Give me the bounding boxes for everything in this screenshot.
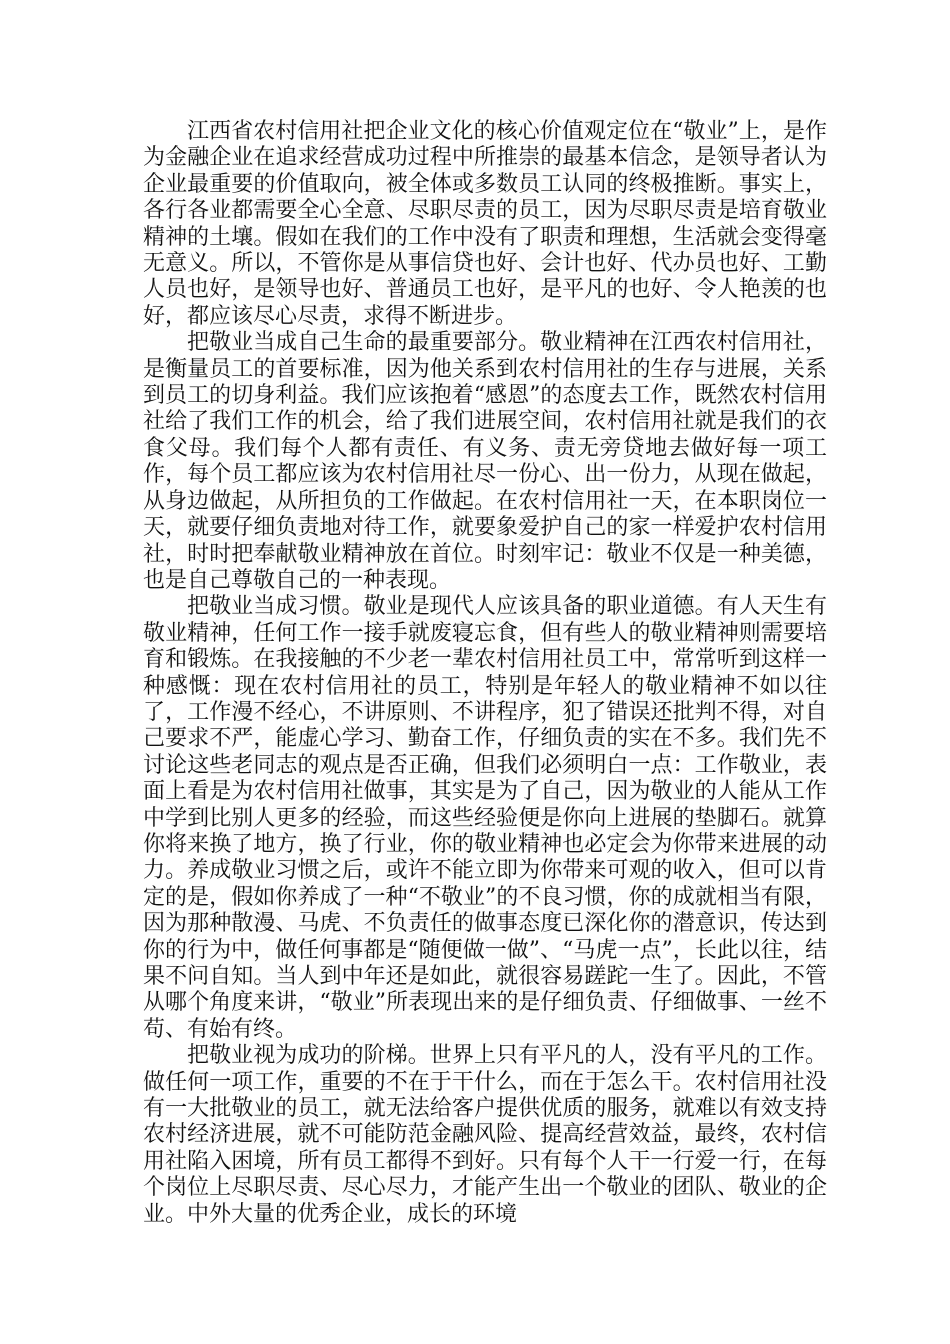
paragraph-success-ladder: 把敬业视为成功的阶梯。世界上只有平凡的人，没有平凡的工作。做任何一项工作，重要的不在于干什么，而在于怎么干。农村信用社没有一大批敬业的员工，就无法给客户提供优质的服务，就难以有效支持农村经济进展，就不可能防范金融风险、提高经营效益，最终，农村信用社陷入困境，所有员工都得不到好。只有每个人干一行爱一行，在每个岗位上尽职尽责、尽心尽力，才能产生出一个敬业的团队、敬业的企业。中外大量的优秀企业，成长的环境 xyxy=(143,1043,827,1227)
paragraph-core-value: 江西省农村信用社把企业文化的核心价值观定位在“敬业”上，是作为金融企业在追求经营成功过程中所推崇的最基本信念，是领导者认为企业最重要的价值取向，被全体或多数员工认同的终极推断。事实上，各行各业都需要全心全意、尽职尽责的员工，因为尽职尽责是培育敬业精神的土壤。假如在我们的工作中没有了职责和理想，生活就会变得毫无意义。所以，不管你是从事信贷也好、会计也好、代办员也好、工勤人员也好，是领导也好、普通员工也好，是平凡的也好、令人艳羡的也好，都应该尽心尽责，求得不断进步。 xyxy=(143,119,827,329)
paragraph-life-importance: 把敬业当成自己生命的最重要部分。敬业精神在江西农村信用社，是衡量员工的首要标准，因为他关系到农村信用社的生存与进展，关系到员工的切身利益。我们应该抱着“感恩”的态度去工作，既然农村信用社给了我们工作的机会，给了我们进展空间，农村信用社就是我们的衣食父母。我们每个人都有责任、有义务、责无旁贷地去做好每一项工作，每个员工都应该为农村信用社尽一份心、出一份力，从现在做起，从身边做起，从所担负的工作做起。在农村信用社一天，在本职岗位一天，就要仔细负责地对待工作，就要象爱护自己的家一样爱护农村信用社，时时把奉献敬业精神放在首位。时刻牢记：敬业不仅是一种美德，也是自己尊敬自己的一种表现。 xyxy=(143,330,827,593)
document-body xyxy=(143,119,827,1228)
paragraph-habit: 把敬业当成习惯。敬业是现代人应该具备的职业道德。有人天生有敬业精神，任何工作一接手就废寝忘食，但有些人的敬业精神则需要培育和锻炼。在我接触的不少老一辈农村信用社员工中，常常听到这样一种感慨：现在农村信用社的员工，特别是年轻人的敬业精神不如以往了，工作漫不经心，不讲原则、不讲程序，犯了错误还批判不得，对自己要求不严，能虚心学习、勤奋工作，仔细负责的实在不多。我们先不讨论这些老同志的观点是否正确，但我们必须明白一点：工作敬业，表面上看是为农村信用社做事，其实是为了自己，因为敬业的人能从工作中学到比别人更多的经验，而这些经验便是你向上进展的垫脚石。就算你将来换了地方，换了行业，你的敬业精神也必定会为你带来进展的动力。养成敬业习惯之后，或许不能立即为你带来可观的收入，但可以肯定的是，假如你养成了一种“不敬业”的不良习惯，你的成就相当有限，因为那种散漫、马虎、不负责任的做事态度已深化你的潜意识，传达到你的行为中，做任何事都是“随便做一做”、“马虎一点”，长此以往，结果不问自知。当人到中年还是如此，就很容易蹉跎一生了。因此，不管从哪个角度来讲，“敬业”所表现出来的是仔细负责、仔细做事、一丝不苟、有始有终。 xyxy=(143,594,827,1042)
